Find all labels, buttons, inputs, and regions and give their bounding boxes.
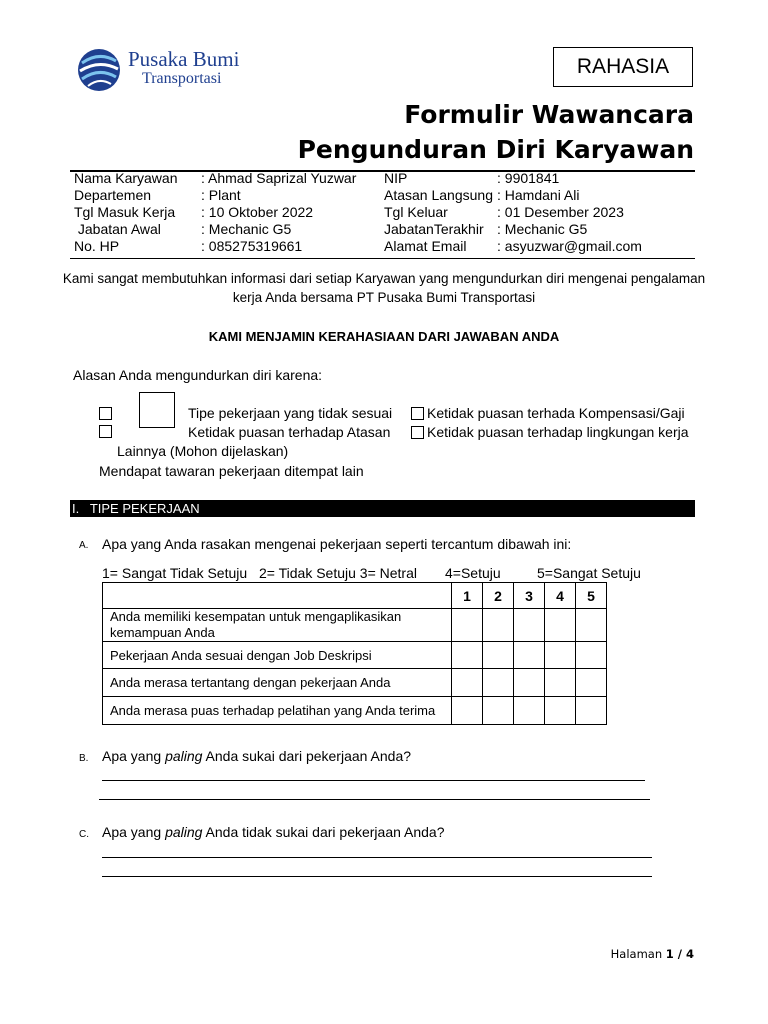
- label-tgl-masuk: Tgl Masuk Kerja: [74, 204, 176, 220]
- intro-line2: kerja Anda bersama PT Pusaka Bumi Transportasi: [232, 290, 536, 305]
- rating-cell[interactable]: [483, 642, 514, 669]
- table-header-blank: [103, 583, 452, 609]
- value-departemen: : Plant: [201, 187, 241, 203]
- option-kompensasi: Ketidak puasan terhada Kompensasi/Gaji: [427, 405, 685, 421]
- question-c-text: [102, 824, 445, 840]
- value-jabatan-awal: : Mechanic G5: [201, 221, 292, 237]
- answer-line-c2[interactable]: [102, 876, 652, 877]
- question-c-post: Anda tidak sukai dari pekerjaan Anda?: [202, 824, 445, 840]
- table-header-cell: 3: [514, 583, 545, 609]
- rating-cell[interactable]: [483, 609, 514, 642]
- rating-cell[interactable]: [452, 697, 483, 725]
- rating-cell[interactable]: [452, 669, 483, 697]
- rating-cell[interactable]: [514, 609, 545, 642]
- value-jabatan-terakhir: : Mechanic G5: [497, 221, 588, 237]
- value-tgl-keluar: : 01 Desember 2023: [497, 204, 624, 220]
- value-email: : asyuzwar@gmail.com: [497, 238, 642, 254]
- rating-cell[interactable]: [576, 609, 607, 642]
- table-row: [103, 697, 607, 725]
- value-nama: : Ahmad Saprizal Yuzwar: [201, 170, 357, 186]
- option-atasan: Ketidak puasan terhadap Atasan: [188, 424, 391, 440]
- rating-cell[interactable]: [483, 697, 514, 725]
- value-atasan: : Hamdani Ali: [497, 187, 580, 203]
- table-row: [103, 669, 607, 697]
- table-row-question: Anda merasa tertantang dengan pekerjaan Anda: [103, 669, 452, 697]
- answer-line-c1[interactable]: [102, 857, 652, 858]
- info-divider: [70, 258, 695, 259]
- label-tgl-keluar: Tgl Keluar: [384, 204, 448, 220]
- answer-line-b2[interactable]: [99, 799, 650, 800]
- value-no-hp: : 085275319661: [201, 238, 303, 254]
- rating-cell[interactable]: [483, 669, 514, 697]
- table-row-question: Anda memiliki kesempatan untuk mengaplikasikan kemampuan Anda: [103, 609, 452, 642]
- checkbox-kompensasi[interactable]: [411, 407, 424, 420]
- globe-logo-icon: [76, 47, 122, 93]
- label-no-hp: No. HP: [74, 238, 120, 254]
- option-tipe-pekerjaan: Tipe pekerjaan yang tidak sesuai: [188, 405, 393, 421]
- question-b-pre: Apa yang: [102, 748, 166, 764]
- scale-5: 5=Sangat Setuju: [537, 565, 641, 581]
- checkbox-atasan[interactable]: [99, 425, 112, 438]
- question-a-letter: A.: [79, 540, 89, 551]
- table-header-row: [103, 583, 607, 609]
- option-tawaran: Mendapat tawaran pekerjaan ditempat lain: [99, 463, 364, 479]
- rating-cell[interactable]: [452, 642, 483, 669]
- company-logo: [76, 47, 266, 93]
- page-number: [611, 947, 694, 961]
- label-jabatan-awal: Jabatan Awal: [74, 221, 161, 237]
- table-header-cell: 1: [452, 583, 483, 609]
- question-b-letter: B.: [79, 753, 89, 764]
- question-c-pre: Apa yang: [102, 824, 166, 840]
- confidentiality-statement: KAMI MENJAMIN KERAHASIAAN DARI JAWABAN ANDA: [208, 329, 560, 344]
- rating-cell[interactable]: [545, 697, 576, 725]
- checkbox-lingkungan[interactable]: [411, 426, 424, 439]
- label-departemen: Departemen: [74, 187, 152, 203]
- table-header-cell: 2: [483, 583, 514, 609]
- scale-4: 4=Setuju: [445, 565, 501, 581]
- rating-cell[interactable]: [576, 642, 607, 669]
- table-row-question: Pekerjaan Anda sesuai dengan Job Deskripsi: [103, 642, 452, 669]
- rating-cell[interactable]: [545, 642, 576, 669]
- large-checkbox[interactable]: [139, 392, 175, 428]
- question-b-post: Anda sukai dari pekerjaan Anda?: [202, 748, 412, 764]
- label-nip: NIP: [384, 170, 408, 186]
- table-row: [103, 609, 607, 642]
- question-b-text: [102, 748, 411, 764]
- section-title: I. TIPE PEKERJAAN: [72, 501, 200, 516]
- label-jabatan-terakhir: JabatanTerakhir: [384, 221, 484, 237]
- rating-cell[interactable]: [545, 669, 576, 697]
- question-c-emphasis: paling: [165, 824, 203, 840]
- table-row-question: Anda merasa puas terhadap pelatihan yang Anda terima: [103, 697, 452, 725]
- option-lingkungan: Ketidak puasan terhadap lingkungan kerja: [427, 424, 689, 440]
- rating-cell[interactable]: [514, 642, 545, 669]
- intro-line1: Kami sangat membutuhkan informasi dari setiap Karyawan yang mengundurkan diri mengenai pengalaman: [62, 271, 706, 286]
- rating-cell[interactable]: [545, 609, 576, 642]
- logo-text-line2: Transportasi: [142, 70, 222, 87]
- confidential-badge: RAHASIA: [553, 47, 693, 87]
- table-header-cell: 4: [545, 583, 576, 609]
- rating-cell[interactable]: [576, 697, 607, 725]
- label-email: Alamat Email: [384, 238, 467, 254]
- rating-table: [102, 582, 607, 725]
- table-row: [103, 642, 607, 669]
- scale-1: 1= Sangat Tidak Setuju: [102, 565, 248, 581]
- value-tgl-masuk: : 10 Oktober 2022: [201, 204, 314, 220]
- value-nip: : 9901841: [497, 170, 560, 186]
- page-label: Halaman: [610, 947, 666, 961]
- scale-2-3: 2= Tidak Setuju 3= Netral: [259, 565, 417, 581]
- label-nama: Nama Karyawan: [74, 170, 178, 186]
- question-b-emphasis: paling: [165, 748, 203, 764]
- rating-cell[interactable]: [514, 697, 545, 725]
- question-c-letter: C.: [79, 829, 89, 840]
- rating-cell[interactable]: [576, 669, 607, 697]
- page-title-line1: Formulir Wawancara: [404, 100, 694, 129]
- section-header-tipe-pekerjaan: [70, 500, 695, 517]
- question-a-text: Apa yang Anda rasakan mengenai pekerjaan seperti tercantum dibawah ini:: [102, 536, 572, 552]
- rating-cell[interactable]: [514, 669, 545, 697]
- page-count: 1 / 4: [665, 947, 694, 961]
- page-title-line2: Pengunduran Diri Karyawan: [297, 135, 694, 164]
- answer-line-b1[interactable]: [102, 780, 645, 781]
- reason-prompt: Alasan Anda mengundurkan diri karena:: [73, 367, 323, 383]
- checkbox-tipe-pekerjaan[interactable]: [99, 407, 112, 420]
- logo-text-line1: Pusaka Bumi: [128, 47, 240, 71]
- table-header-cell: 5: [576, 583, 607, 609]
- rating-cell[interactable]: [452, 609, 483, 642]
- label-atasan: Atasan Langsung: [384, 187, 493, 203]
- option-lainnya: Lainnya (Mohon dijelaskan): [117, 443, 289, 459]
